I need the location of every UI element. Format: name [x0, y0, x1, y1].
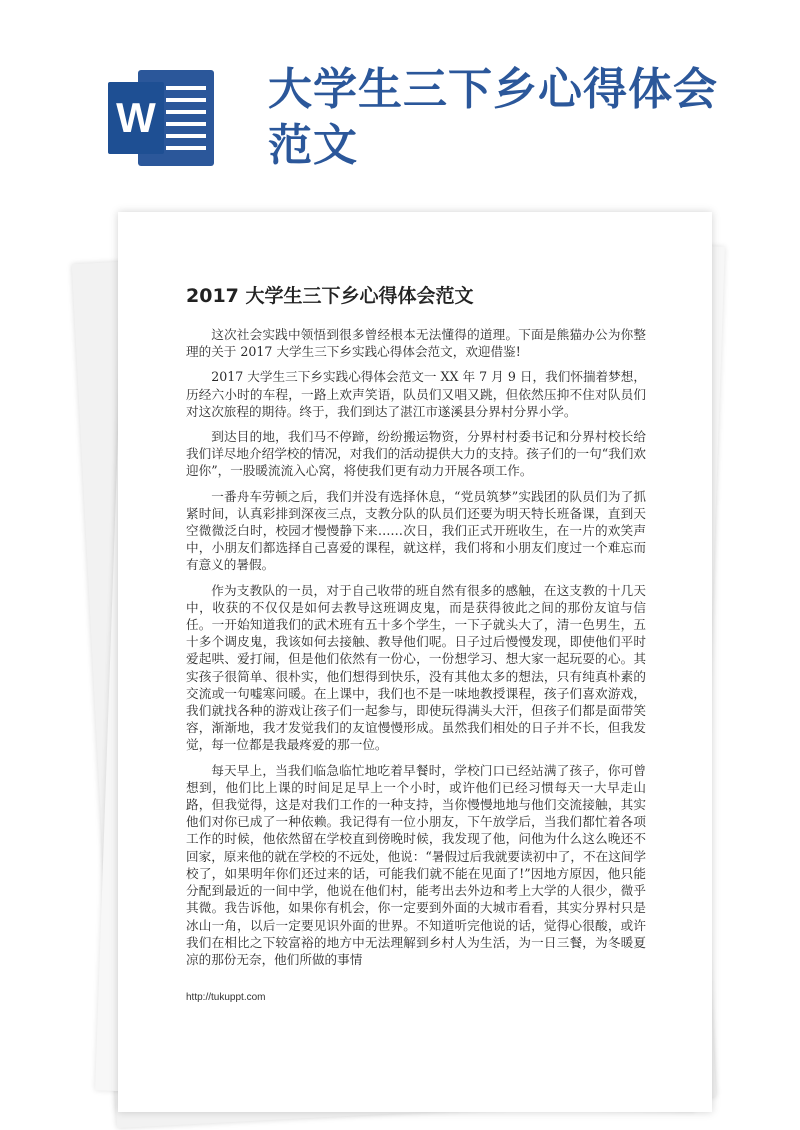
word-document-icon: [108, 70, 218, 166]
paragraph: 作为支教队的一员，对于自己收带的班自然有很多的感触，在这支教的十几天中，收获的不仅仅是如何去教导这班调皮鬼，而是获得彼此之间的那份友谊与信任。一开始知道我们的武术班有五十多个学生，一下子就头大了，清一色男生，五十多个调皮鬼，我该如何去接触、教导他们呢。日子过后慢慢发现，即使他们平时爱起哄、爱打闹，但是他们依然有一份心，一份想学习、想大家一起玩耍的心。其实孩子很简单、很朴实，他们想得到快乐，没有其他太多的想法，只有纯真朴素的交流或一句嘘寒问暖。在上课中，我们也不是一味地教授课程，孩子们喜欢游戏，我们就找各种的游戏让孩子们一起参与，即使玩得满头大汗，但孩子们都是面带笑容，渐渐地，我才发觉我们的友谊慢慢形成。虽然我们相处的日子并不长，但我发觉，每一位都是我最疼爱的那一位。: [186, 582, 646, 753]
page-title: 大学生三下乡心得体会范文: [268, 64, 718, 171]
paragraph: 2017 大学生三下乡实践心得体会范文一 XX 年 7 月 9 日，我们怀揣着梦想，历经六小时的车程，一路上欢声笑语，队员们又唱又跳，但依然压抑不住对队员们对这次旅程的期待。终于，我们到达了湛江市遂溪县分界村分界小学。: [186, 369, 646, 419]
document-title: 2017 大学生三下乡心得体会范文: [186, 285, 474, 307]
paragraph: 这次社会实践中领悟到很多曾经根本无法懂得的道理。下面是熊猫办公为你整理的关于 2017 大学生三下乡实践心得体会范文，欢迎借鉴!: [186, 327, 646, 360]
word-w-tile: W: [108, 82, 164, 154]
paragraph: 到达目的地，我们马不停蹄，纷纷搬运物资，分界村村委书记和分界村校长给我们详尽地介绍学校的情况，对我们的活动提供大力的支持。孩子们的一句“我们欢迎你”，一股暖流流入心窝，将使我们更有动力开展各项工作。: [186, 429, 646, 479]
paragraph: 每天早上，当我们临急临忙地吃着早餐时，学校门口已经站满了孩子，你可曾想到，他们比上课的时间足足早上一个小时，或许他们已经习惯每天一大早走山路，但我觉得，这是对我们工作的一种支持，当你慢慢地地与他们交流接触，其实他们对你已成了一种依赖。我记得有一位小朋友，下午放学后，当我们都忙着各项工作的时候，他依然留在学校直到傍晚时候，我发现了他，问他为什么这么晚还不回家，原来他的就在学校的不远处，他说：“暑假过后我就要读初中了，不在这间学校了，如果明年你们还过来的话，可能我们就不能在见面了!”因地方原因，他只能分配到最近的一间中学，他说在他们村，能考出去外边和考上大学的人很少，微乎其微。我告诉他，如果你有机会，你一定要到外面的大城市看看，其实分界村只是冰山一角，以后一定要见识外面的世界。不知道听完他说的话，觉得心很酸，或许我们在相比之下较富裕的地方中无法理解到乡村人为生活，为一日三餐，为冬暖夏凉的那份无奈，他们所做的事情: [186, 762, 646, 967]
document-body: [186, 326, 646, 976]
document-page: [118, 212, 712, 1112]
paragraph: 一番舟车劳顿之后，我们并没有选择休息，“党员筑梦”实践团的队员们为了抓紧时间，认真彩排到深夜三点，支教分队的队员们还要为明天特长班备课，直到天空微微泛白时，校园才慢慢静下来……次日，我们正式开班收生，在一片的欢笑声中，小朋友们都选择自己喜爱的课程，就这样，我们将和小朋友们度过一个难忘而有意义的暑假。: [186, 488, 646, 573]
footer-url: http://tukuppt.com: [186, 992, 266, 1003]
header-banner: [0, 0, 800, 210]
